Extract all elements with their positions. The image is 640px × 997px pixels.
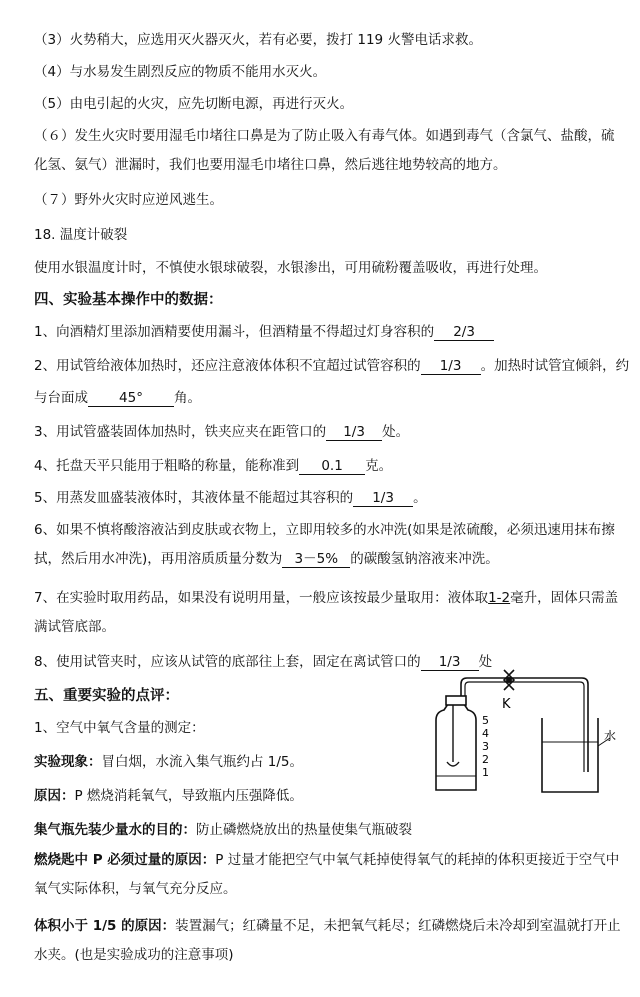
section-5-title: 五、重要实验的点评： xyxy=(34,688,179,704)
answer-blank: 1/3 xyxy=(421,654,479,671)
collecting-bottle xyxy=(436,704,476,790)
section-4-item-6: 6、如果不慎将酸溶液沾到皮肤或衣物上，立即用较多的水冲洗(如果是浓硫酸，必须迅速用抹布擦拭，然后用水冲洗)，再用溶质质量分数为 3－5% 的碳酸氢钠溶液来冲洗。 xyxy=(34,522,615,567)
scale-mark: 1 xyxy=(482,766,489,779)
bottle-scale xyxy=(482,714,489,779)
scale-mark: 4 xyxy=(482,727,489,740)
connecting-tube xyxy=(461,678,588,772)
section-4-item-7: 7、在实验时取用药品，如果没有说明用量，一般应该按最少量取用：液体取1-2毫升，固体只需盖满试管底部。 xyxy=(34,590,619,635)
section-4-item-2-cont: 与台面成 45° 角。 xyxy=(34,390,201,406)
section-4-item-8: 8、使用试管夹时，应该从试管的底部往上套，固定在离试管口的 1/3 处 xyxy=(34,654,493,670)
section-4-item-2: 2、用试管给液体加热时，还应注意液体体积不宜超过试管容积的 1/3 。加热时试管宜倾斜，约 xyxy=(34,358,630,374)
answer-blank: 45° xyxy=(88,390,174,407)
section-4-title: 四、实验基本操作中的数据： xyxy=(34,292,223,308)
item-18-text: 使用水银温度计时，不慎使水银球破裂，水银渗出，可用硫粉覆盖吸收，再进行处理。 xyxy=(34,260,547,276)
answer-blank: 0.1 xyxy=(299,458,365,475)
volume-less-label: 体积小于 1/5 的原因： xyxy=(34,918,176,934)
text-line-5: （5）由电引起的火灾，应先切断电源，再进行灭火。 xyxy=(34,96,354,112)
reason-line: 原因：P 燃烧消耗氧气，导致瓶内压强降低。 xyxy=(34,788,303,804)
scale-mark: 2 xyxy=(482,753,489,766)
excess-label: 燃烧匙中 P 必须过量的原因： xyxy=(34,852,216,868)
answer-blank: 2/3 xyxy=(434,324,494,341)
excess-phosphorus-line: 燃烧匙中 P 必须过量的原因：P 过量才能把空气中氧气耗掉使得氧气的耗掉的体积更接近于空气中氧气实际体积，与氧气充分反应。 xyxy=(34,852,620,897)
combustion-spoon xyxy=(447,762,459,766)
scale-mark: 5 xyxy=(482,714,489,727)
answer-underline: 1-2 xyxy=(488,590,511,606)
clamp-label: K xyxy=(502,697,511,712)
stopper xyxy=(446,696,466,705)
section-4-item-5: 5、用蒸发皿盛装液体时，其液体量不能超过其容积的 1/3 。 xyxy=(34,490,427,506)
answer-blank: 1/3 xyxy=(326,424,382,441)
section-4-item-1: 1、向酒精灯里添加酒精要使用漏斗，但酒精量不得超过灯身容积的 2/3 xyxy=(34,322,494,342)
reason-label: 原因： xyxy=(34,788,75,804)
answer-blank: 1/3 xyxy=(353,490,413,507)
answer-blank: 3－5% xyxy=(282,551,350,568)
text-line-7: （７）野外火灾时应逆风逃生。 xyxy=(34,192,223,208)
purpose-label: 集气瓶先装少量水的目的： xyxy=(34,822,196,838)
text-line-3: （3）火势稍大，应选用灭火器灭火，若有必要，拨打 119 火警电话求救。 xyxy=(34,32,482,48)
text-line-4: （4）与水易发生剧烈反应的物质不能用水灭火。 xyxy=(34,64,327,80)
section-5-sub-1: 1、空气中氧气含量的测定： xyxy=(34,720,205,736)
volume-less-line: 体积小于 1/5 的原因：装置漏气；红磷量不足，未把氧气耗尽；红磷燃烧后未冷却到室温就打开止水夹。(也是实验成功的注意事项) xyxy=(34,918,621,963)
beaker xyxy=(542,718,598,792)
scale-mark: 3 xyxy=(482,740,489,753)
answer-blank: 1/3 xyxy=(421,358,481,375)
section-4-item-4: 4、托盘天平只能用于粗略的称量，能称准到 0.1 克。 xyxy=(34,458,393,474)
water-label: 水 xyxy=(604,729,617,743)
purpose-line: 集气瓶先装少量水的目的：防止磷燃烧放出的热量使集气瓶破裂 xyxy=(34,822,412,838)
phenomenon-line: 实验现象：冒白烟，水流入集气瓶约占 1/5。 xyxy=(34,754,304,770)
text-line-6: （６）发生火灾时要用湿毛巾堵往口鼻是为了防止吸入有毒气体。如遇到毒气（含氯气、盐酸，硫化氢、氨气）泄漏时，我们也要用湿毛巾堵往口鼻，然后逃往地势较高的地方。 xyxy=(34,128,615,173)
section-4-item-3: 3、用试管盛装固体加热时，铁夹应夹在距管口的 1/3 处。 xyxy=(34,424,410,440)
clamp-pivot xyxy=(506,677,512,683)
oxygen-measurement-apparatus xyxy=(418,668,618,798)
item-18-heading: 18. 温度计破裂 xyxy=(34,227,128,243)
phenomenon-label: 实验现象： xyxy=(34,754,102,770)
